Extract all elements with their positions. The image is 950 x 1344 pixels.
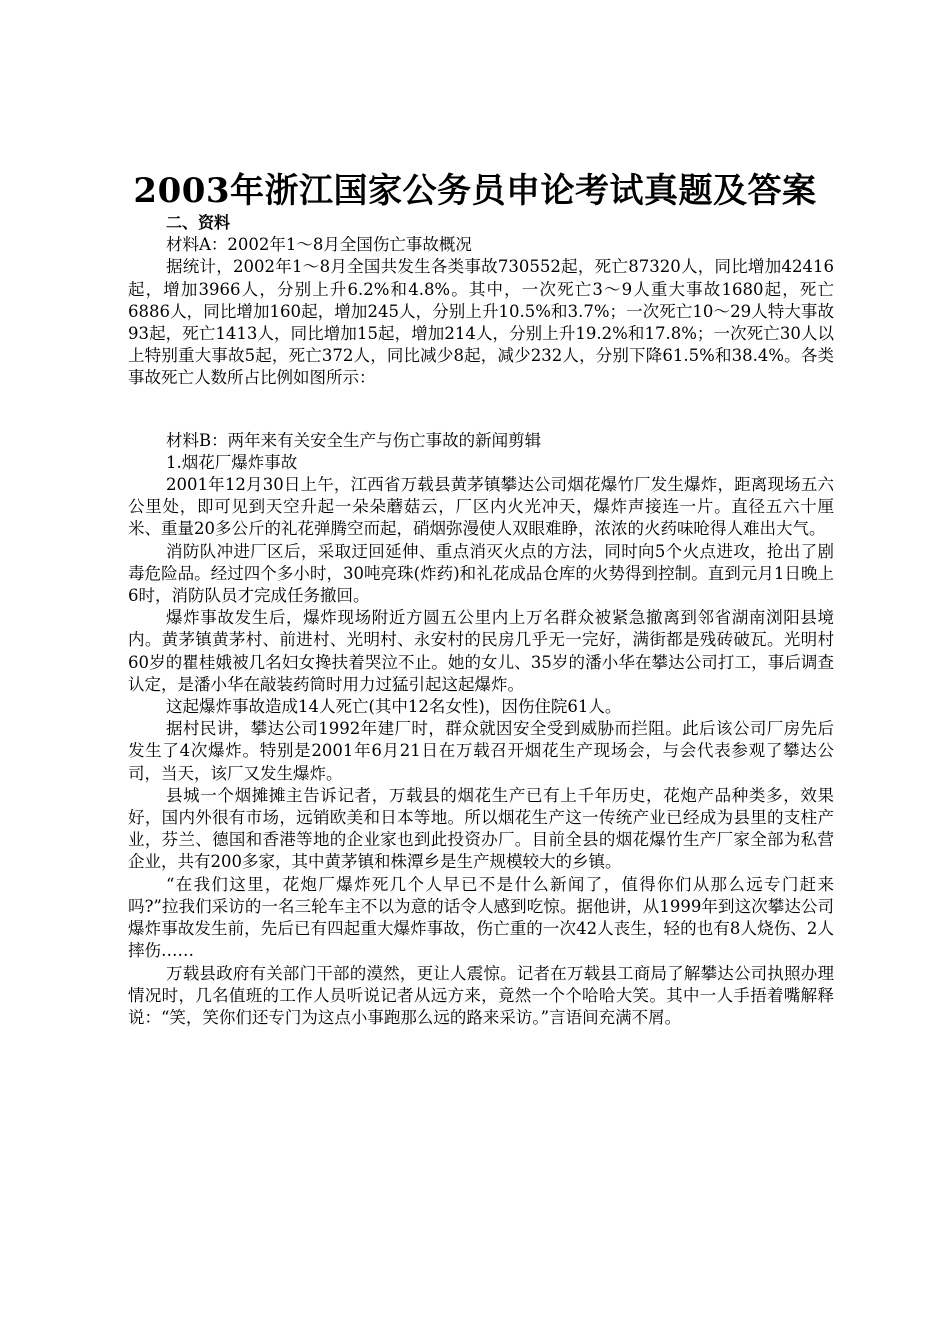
document-title: 2003年浙江国家公务员申论考试真题及答案 <box>133 171 817 211</box>
document-body <box>128 212 834 1029</box>
paragraph: 县城一个烟摊摊主告诉记者，万载县的烟花生产已有上千年历史，花炮产品种类多，效果好，国内外很有市场，远销欧美和日本等地。所以烟花生产这一传统产业已经成为县里的支柱产业，芬兰、德国和香港等地的企业家也到此投资办厂。目前全县的烟花爆竹生产厂家全部为私营企业，共有200多家，其中黄茅镇和株潭乡是生产规模较大的乡镇。 <box>128 785 834 872</box>
paragraph: 据统计，2002年1～8月全国共发生各类事故730552起，死亡87320人，同比增加42416起，增加3966人，分别上升6.2%和4.8%。其中，一次死亡3～9人重大事故1680起，死亡6886人，同比增加160起，增加245人，分别上升10.5%和3.7%；一次死亡10～29人特大事故93起，死亡1413人，同比增加15起，增加214人，分别上升19.2%和17.8%；一次死亡30人以上特别重大事故5起，死亡372人，同比减少8起，减少232人，分别下降61.5%和38.4%。各类事故死亡人数所占比例如图所示： <box>128 257 834 388</box>
paragraph: “在我们这里，花炮厂爆炸死几个人早已不是什么新闻了，值得你们从那么远专门赶来吗?”拉我们采访的一名三轮车主不以为意的话令人感到吃惊。据他讲，从1999年到这次攀达公司爆炸事故发生前，先后已有四起重大爆炸事故，伤亡重的一次42人丧生，轻的也有8人烧伤、2人摔伤…… <box>128 874 834 961</box>
paragraph: 消防队冲进厂区后，采取迂回延伸、重点消灭火点的方法，同时向5个火点进攻，抢出了剧毒危险品。经过四个多小时，30吨亮珠(炸药)和礼花成品仓库的火势得到控制。直到元月1日晚上6时，消防队员才完成任务撤回。 <box>128 541 834 606</box>
paragraph: 这起爆炸事故造成14人死亡(其中12名女性)，因伤住院61人。 <box>166 697 622 717</box>
paragraph: 万载县政府有关部门干部的漠然，更让人震惊。记者在万载县工商局了解攀达公司执照办理情况时，几名值班的工作人员听说记者从远方来，竟然一个个哈哈大笑。其中一人手捂着嘴解释说：“笑，笑你们还专门为这点小事跑那么远的路来采访。”言语间充满不屑。 <box>128 963 834 1027</box>
subsection-heading: 1.烟花厂爆炸事故 <box>166 452 298 472</box>
paragraph: 爆炸事故发生后，爆炸现场附近方圆五公里内上万名群众被紧急撤离到邻省湖南浏阳县境内。黄茅镇黄茅村、前进村、光明村、永安村的民房几乎无一完好，满街都是残砖破瓦。光明村60岁的瞿桂娥被几名妇女搀扶着哭泣不止。她的女儿、35岁的潘小华在攀达公司打工，事后调查认定，是潘小华在敲装药筒时用力过猛引起这起爆炸。 <box>128 608 834 694</box>
material-a-heading: 材料A：2002年1～8月全国伤亡事故概况 <box>166 235 472 255</box>
figure-placeholder-gap <box>128 390 834 430</box>
paragraph: 2001年12月30日上午，江西省万载县黄茅镇攀达公司烟花爆竹厂发生爆炸，距离现场五六公里处，即可见到天空升起一朵朵蘑菇云，厂区内火光冲天，爆炸声接连一片。直径五六十厘米、重量20多公斤的礼花弹腾空而起，硝烟弥漫使人双眼难睁，浓浓的火药味呛得人难出大气。 <box>128 475 834 539</box>
section-heading: 二、资料 <box>166 213 231 232</box>
material-b-heading: 材料B：两年来有关安全生产与伤亡事故的新闻剪辑 <box>166 430 542 450</box>
paragraph: 据村民讲，攀达公司1992年建厂时，群众就因安全受到威胁而拦阻。此后该公司厂房先后发生了4次爆炸。特别是2001年6月21日在万载召开烟花生产现场会，与会代表参观了攀达公司，当天，该厂又发生爆炸。 <box>128 719 834 783</box>
